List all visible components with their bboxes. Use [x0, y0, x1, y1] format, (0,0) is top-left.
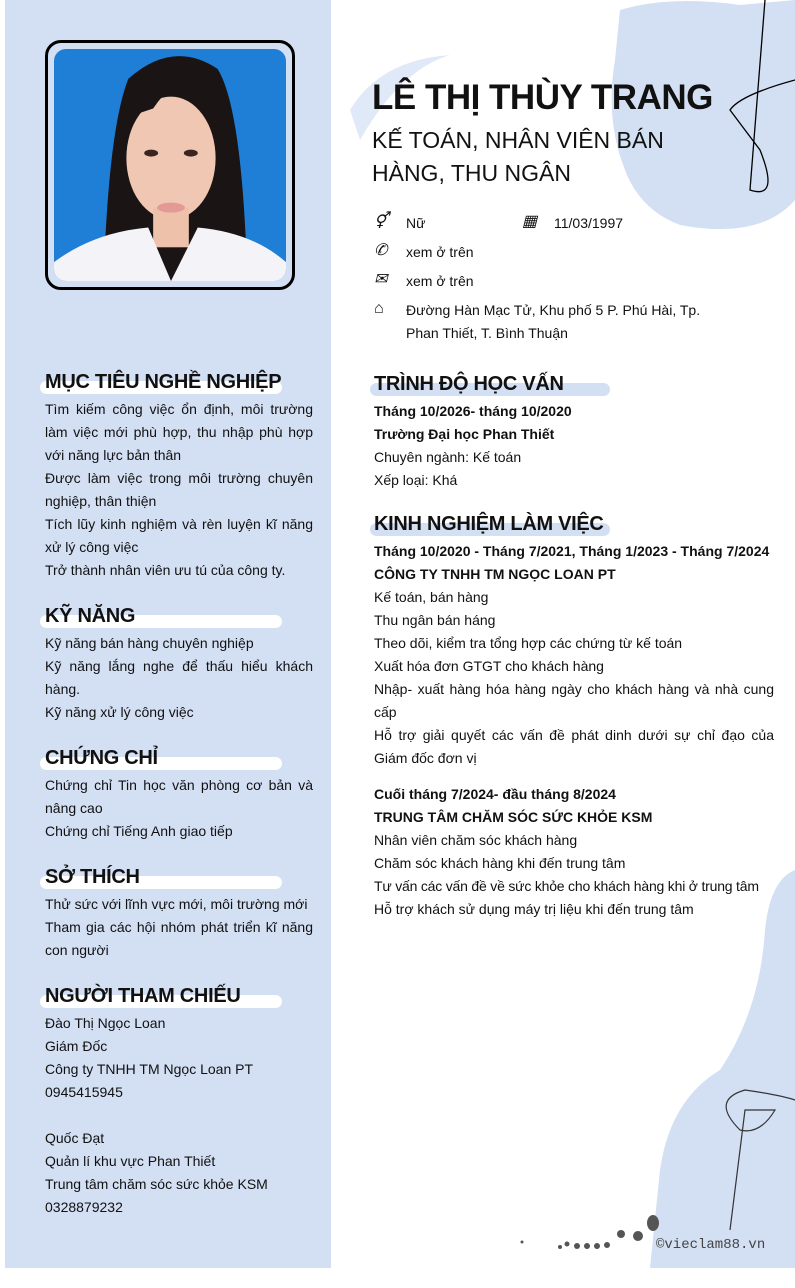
- job-item: Tháng 10/2020 - Tháng 7/2021, Tháng 1/2023 - Tháng 7/2024 CÔNG TY TNHH TM NGỌC LOAN PT Kế toán, bán hàng Thu ngân bán háng Theo dõi, kiểm tra tổng hợp các chứng từ kế toán Xuất hóa đơn GTGT cho khách hàng Nhập- xuất hàng hóa hàng ngày cho khách hàng và nhà cung cấp Hỗ trợ giải quyết các vấn đề phát dinh dưới sự chỉ đạo của Giám đốc đơn vị: [374, 543, 774, 766]
- candidate-name: LÊ THỊ THÙY TRANG: [372, 78, 713, 117]
- email-icon: ✉: [374, 271, 388, 288]
- education-section: TRÌNH ĐỘ HỌC VẤN Tháng 10/2026- tháng 10/2020 Trường Đại học Phan Thiết Chuyên ngành: Kế toán Xếp loại: Khá: [374, 372, 774, 492]
- phone-row: ✆ xem ở trên: [374, 242, 474, 260]
- watermark: ©vieclam88.vn: [656, 1237, 766, 1253]
- job-item: Cuối tháng 7/2024- đầu tháng 8/2024 TRUNG TÂM CHĂM SÓC SỨC KHỎE KSM Nhân viên chăm sóc khách hàng Chăm sóc khách hàng khi đến trung tâm Tư vấn các vấn đề về sức khỏe cho khách hàng khi ở trung tâm Hỗ trợ khách sử dụng máy trị liệu khi đến trung tâm: [374, 786, 759, 917]
- skills-section: KỸ NĂNG Kỹ năng bán hàng chuyên nghiệp Kỹ năng lắng nghe để thấu hiểu khách hàng. Kỹ năng xử lý công việc: [45, 605, 313, 720]
- certificates-section: CHỨNG CHỈ Chứng chỉ Tin học văn phòng cơ bản và nâng cao Chứng chỉ Tiếng Anh giao tiếp: [45, 747, 313, 839]
- decorative-blob-top: [340, 0, 795, 240]
- section-title: MỤC TIÊU NGHỀ NGHIỆP: [45, 370, 313, 394]
- address-row: ⌂ Đường Hàn Mạc Tử, Khu phố 5 P. Phú Hài, Tp. Phan Thiết, T. Bình Thuận: [374, 300, 701, 341]
- gender-row: ⚥ Nữ: [374, 213, 426, 231]
- profile-photo: [45, 40, 295, 290]
- email-row: ✉ xem ở trên: [374, 271, 474, 289]
- calendar-icon: ▦: [522, 213, 538, 230]
- home-icon: ⌂: [374, 300, 384, 317]
- candidate-position: KẾ TOÁN, NHÂN VIÊN BÁN HÀNG, THU NGÂN: [372, 127, 664, 186]
- decorative-blob-bottom: [520, 870, 795, 1270]
- gender-icon: ⚥: [374, 213, 389, 230]
- objective-section: MỤC TIÊU NGHỀ NGHIỆP Tìm kiếm công việc ổn định, môi trường làm việc mới phù hợp, thu nhập phù hợp với năng lực bản thân Được làm việc trong môi trường chuyên nghiệp, thân thiện Tích lũy kinh nghiệm và rèn luyện kĩ năng xử lý công việc Trở thành nhân viên ưu tú của công ty.: [45, 371, 313, 578]
- phone-icon: ✆: [374, 242, 388, 259]
- birthday-row: ▦ 11/03/1997: [522, 213, 624, 231]
- references-section: NGƯỜI THAM CHIẾU Đào Thị Ngọc Loan Giám Đốc Công ty TNHH TM Ngọc Loan PT 0945415945 Quốc Đạt Quản lí khu vực Phan Thiết Trung tâm chăm sóc sức khỏe KSM 0328879232: [45, 984, 313, 1219]
- hobbies-section: SỞ THÍCH Thử sức với lĩnh vực mới, môi trường mới Tham gia các hội nhóm phát triển kĩ năng con người: [45, 866, 313, 958]
- experience-section: KINH NGHIỆM LÀM VIỆC Tháng 10/2020 - Tháng 7/2021, Tháng 1/2023 - Tháng 7/2024 CÔNG TY TNHH TM NGỌC LOAN PT Kế toán, bán hàng Thu ngân bán háng Theo dõi, kiểm tra tổng hợp các chứng từ kế toán Xuất hóa đơn GTGT cho khách hàng Nhập- xuất hàng hóa hàng ngày cho khách hàng và nhà cung cấp Hỗ trợ giải quyết các vấn đề phát dinh dưới sự chỉ đạo của Giám đốc đơn vị Cuối tháng 7/2024- đầu tháng 8/2024 TRUNG TÂM CHĂM SÓC SỨC KHỎE KSM Nhân viên chăm sóc khách hàng Chăm sóc khách hàng khi đến trung tâm Tư vấn các vấn đề về sức khỏe cho khách hàng khi ở trung tâm Hỗ trợ khách sử dụng máy trị liệu khi đến trung tâm: [374, 512, 774, 921]
